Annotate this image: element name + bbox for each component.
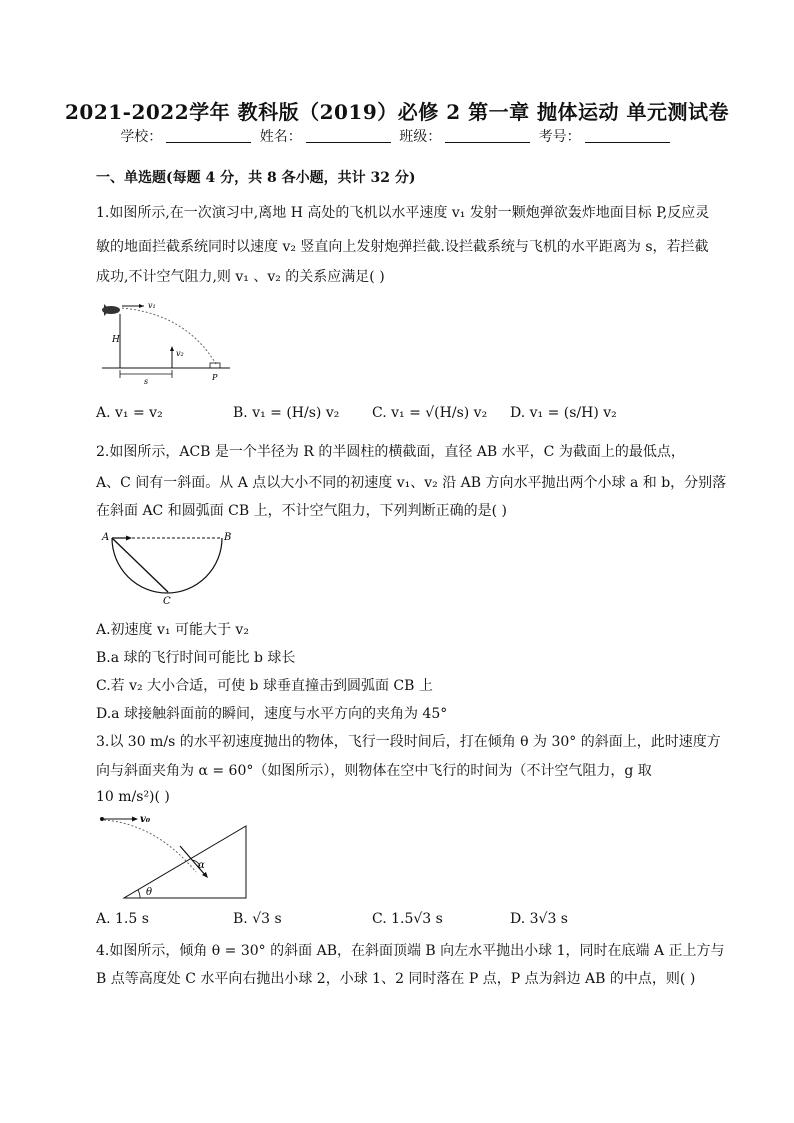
name-field[interactable]	[306, 128, 391, 143]
q2-figure	[96, 528, 246, 608]
q3-line-1: 3.以 30 m/s 的水平初速度抛出的物体，飞行一段时间后，打在倾角 θ 为 30° 的斜面上，此时速度方	[96, 734, 721, 750]
q1-line-1: 1.如图所示,在一次演习中,离地 H 高处的飞机以水平速度 v₁ 发射一颗炮弹欲轰炸地面目标 P,反应灵	[96, 205, 710, 221]
student-info-row	[0, 126, 794, 146]
q4-line-1: 4.如图所示，倾角 θ = 30° 的斜面 AB，在斜面顶端 B 向左水平抛出小球 1，同时在底端 A 正上方与	[96, 943, 725, 959]
school-field[interactable]	[166, 128, 251, 143]
q1-line-2: 敏的地面拦截系统同时以速度 v₂ 竖直向上发射炮弹拦截.设拦截系统与飞机的水平距离为 s，若拦截	[96, 239, 709, 255]
section-heading: 一、单选题(每题 4 分，共 8 各小题，共计 32 分)	[96, 170, 416, 186]
q1-label-v2: v₂	[176, 349, 184, 358]
q3-option-a[interactable]: A. 1.5 s	[96, 911, 149, 927]
q2-line-3: 在斜面 AC 和圆弧面 CB 上，不计空气阻力，下列判断正确的是( )	[96, 503, 507, 519]
q1-line-3: 成功,不计空气阻力,则 v₁ 、v₂ 的关系应满足( )	[96, 269, 385, 285]
q2-label-C: C	[163, 596, 171, 607]
q3-label-theta: θ	[146, 887, 153, 898]
q2-option-c[interactable]: C.若 v₂ 大小合适，可使 b 球垂直撞击到圆弧面 CB 上	[96, 678, 433, 694]
q2-option-a[interactable]: A.初速度 v₁ 可能大于 v₂	[96, 622, 249, 638]
school-label: 学校：	[120, 129, 163, 145]
q1-label-v1: v₁	[148, 301, 156, 310]
q1-label-s: s	[144, 377, 149, 386]
q1-option-b[interactable]: B. v₁ = (H/s) v₂	[233, 405, 340, 421]
number-field[interactable]	[585, 128, 670, 143]
q3-option-b[interactable]: B. √3 s	[233, 911, 282, 927]
name-label: 姓名：	[259, 129, 302, 145]
class-label: 班级：	[399, 129, 442, 145]
q1-option-c[interactable]: C. v₁ = √(H/s) v₂	[372, 405, 488, 421]
q3-label-v0: v₀	[140, 814, 151, 825]
q2-label-B: B	[224, 532, 232, 543]
q1-label-P: P	[212, 373, 218, 382]
q1-label-H: H	[112, 335, 120, 345]
airplane-icon	[102, 304, 120, 316]
q3-label-alpha: α	[198, 860, 205, 871]
exam-title: 2021-2022学年 教科版（2019）必修 2 第一章 抛体运动 单元测试卷	[64, 100, 730, 124]
q2-line-1: 2.如图所示，ACB 是一个半径为 R 的半圆柱的横截面，直径 AB 水平，C 为截面上的最低点，	[96, 444, 685, 460]
q1-option-d[interactable]: D. v₁ = (s/H) v₂	[510, 405, 617, 421]
q1-figure	[96, 296, 236, 386]
q3-figure	[96, 810, 256, 902]
q2-option-d[interactable]: D.a 球接触斜面前的瞬间，速度与水平方向的夹角为 45°	[96, 706, 448, 722]
q3-option-d[interactable]: D. 3√3 s	[510, 911, 568, 927]
q2-line-2: A、C 间有一斜面。从 A 点以大小不同的初速度 v₁、v₂ 沿 AB 方向水平抛出两个小球 a 和 b，分别落	[96, 475, 727, 491]
class-field[interactable]	[445, 128, 530, 143]
q2-option-b[interactable]: B.a 球的飞行时间可能比 b 球长	[96, 650, 296, 666]
q4-line-2: B 点等高度处 C 水平向右抛出小球 2，小球 1、2 同时落在 P 点，P 点为斜边 AB 的中点，则( )	[96, 971, 696, 987]
number-label: 考号：	[538, 129, 581, 145]
q3-line-2: 向与斜面夹角为 α = 60°（如图所示），则物体在空中飞行的时间为（不计空气阻力，g 取	[96, 763, 652, 779]
q2-label-A: A	[102, 532, 110, 543]
q3-line-3: 10 m/s²)( )	[96, 789, 170, 805]
q1-option-a[interactable]: A. v₁ = v₂	[96, 405, 163, 421]
q3-option-c[interactable]: C. 1.5√3 s	[372, 911, 443, 927]
